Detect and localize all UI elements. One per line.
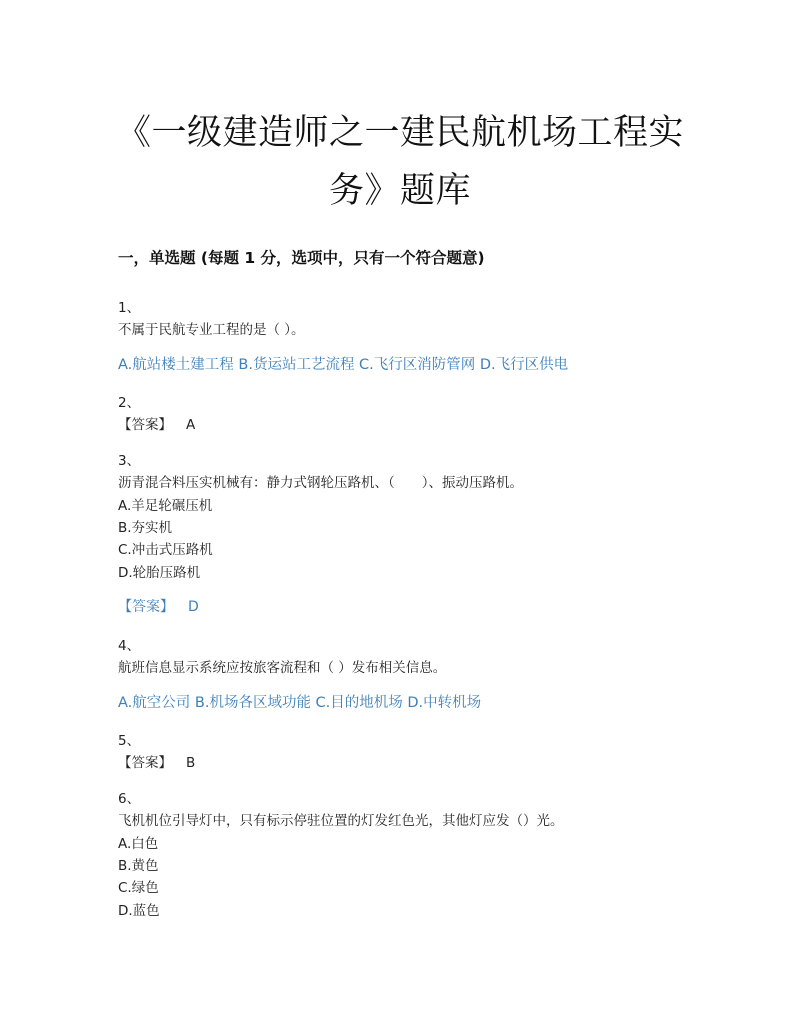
answer-label: 【答案】 [118,755,172,771]
answer-label: 【答案】 [118,599,174,615]
question-1-text: 不属于民航专业工程的是（ ）。 [118,322,305,338]
question-6-number: 6、 [118,791,141,807]
question-3-option-d: D.轮胎压路机 [118,565,201,581]
question-6-option-d: D.蓝色 [118,903,160,919]
question-2-number: 2、 [118,395,141,411]
answer-label: 【答案】 [118,417,172,433]
question-6-option-b: B.黄色 [118,858,159,874]
question-6-text: 飞机机位引导灯中，只有标示停驻位置的灯发红色光，其他灯应发（）光。 [118,813,564,829]
question-6-option-c: C.绿色 [118,880,159,896]
question-3-option-c: C.冲击式压路机 [118,542,213,558]
title-line-2: 务》题库 [328,171,471,211]
question-2-answer [118,413,195,433]
document-title [0,104,800,220]
question-4-number: 4、 [118,638,141,654]
section-heading: 一，单选题 (每题 1 分，选项中，只有一个符合题意) [118,249,485,267]
answer-value: B [186,755,196,771]
question-3-option-a: A.羊足轮碾压机 [118,498,213,514]
answer-value: A [186,417,196,433]
answer-value: D [188,599,199,615]
question-4-options: A.航空公司 B.机场各区域功能 C.目的地机场 D.中转机场 [118,695,482,711]
question-3-text: 沥青混合料压实机械有：静力式钢轮压路机、（ ）、振动压路机。 [118,475,523,491]
question-6-option-a: A.白色 [118,836,159,852]
question-1-options: A.航站楼土建工程 B.货运站工艺流程 C.飞行区消防管网 D.飞行区供电 [118,357,569,373]
question-3-option-b: B.夯实机 [118,520,173,536]
question-3-answer [118,596,199,616]
title-line-1: 《一级建造师之一建民航机场工程实 [115,113,684,153]
question-3-number: 3、 [118,453,141,469]
question-5-answer [118,751,195,771]
question-5-number: 5、 [118,733,141,749]
question-4-text: 航班信息显示系统应按旅客流程和（ ）发布相关信息。 [118,660,447,676]
question-1-number: 1、 [118,300,141,316]
